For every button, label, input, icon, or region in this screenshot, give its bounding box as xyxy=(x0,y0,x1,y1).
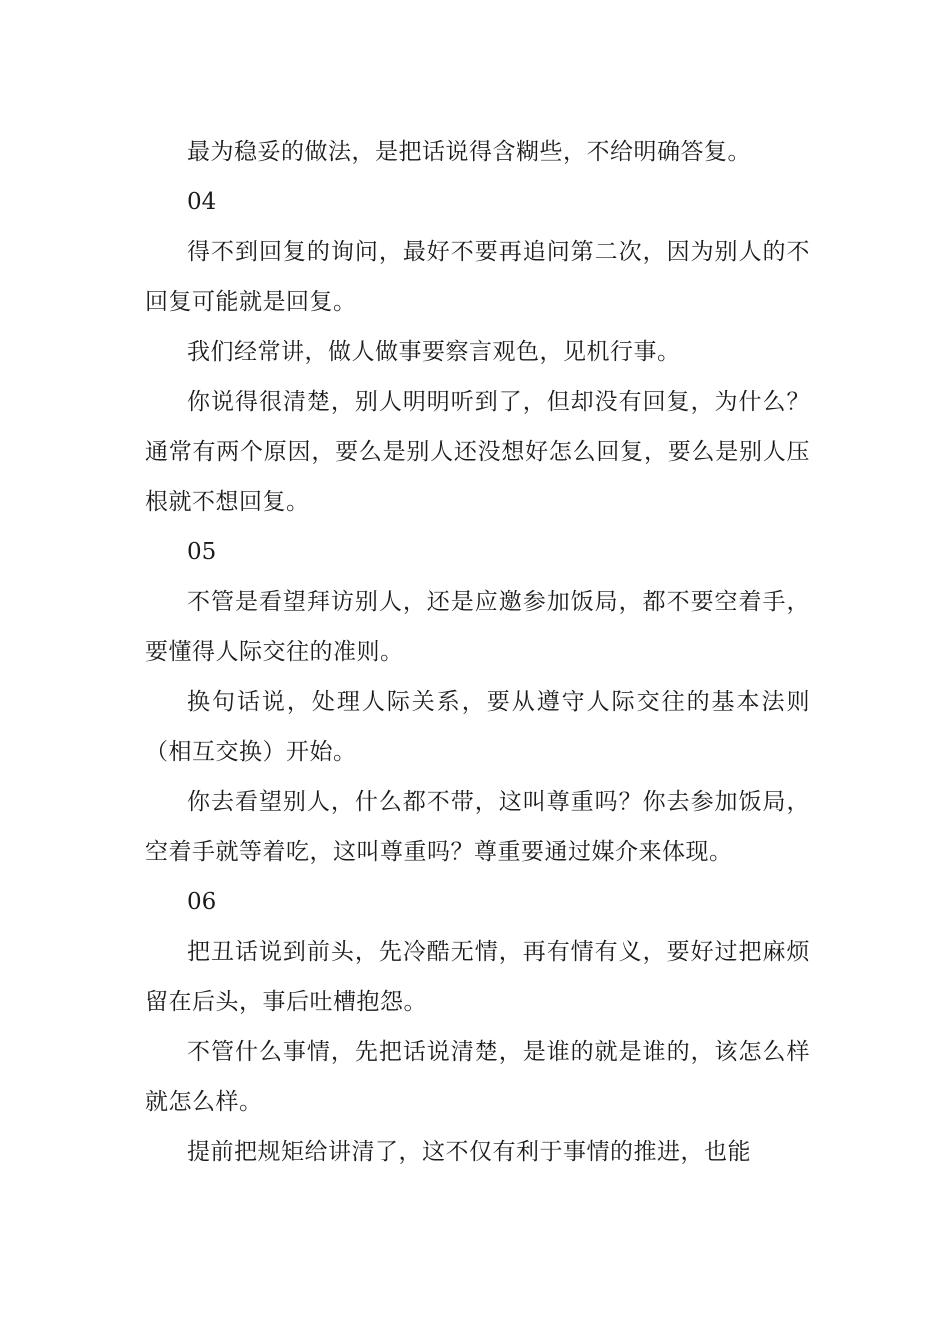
paragraph: 提前把规矩给讲清了，这不仅有利于事情的推进，也能 xyxy=(187,1139,751,1165)
paragraph: 换句话说，处理人际关系，要从遵守人际交往的基本法则（相互交换）开始。 xyxy=(145,689,810,765)
paragraph: 不管是看望拜访别人，还是应邀参加饭局，都不要空着手，要懂得人际交往的准则。 xyxy=(145,589,810,665)
section-number-04: 04 xyxy=(187,189,217,215)
section-number-06: 06 xyxy=(187,889,217,915)
paragraph: 你去看望别人，什么都不带，这叫尊重吗？你去参加饭局，空着手就等着吃，这叫尊重吗？尊重要通过媒介来体现。 xyxy=(145,789,810,865)
paragraph: 最为稳妥的做法，是把话说得含糊些，不给明确答复。 xyxy=(187,139,751,165)
paragraph: 不管什么事情，先把话说清楚，是谁的就是谁的，该怎么样就怎么样。 xyxy=(145,1039,810,1115)
document-body xyxy=(145,127,810,1177)
section-number-05: 05 xyxy=(187,539,217,565)
paragraph: 我们经常讲，做人做事要察言观色，见机行事。 xyxy=(187,339,681,365)
paragraph: 得不到回复的询问，最好不要再追问第二次，因为别人的不回复可能就是回复。 xyxy=(145,239,810,315)
paragraph: 你说得很清楚，别人明明听到了，但却没有回复，为什么？通常有两个原因，要么是别人还没想好怎么回复，要么是别人压根就不想回复。 xyxy=(145,389,810,515)
paragraph: 把丑话说到前头，先冷酷无情，再有情有义，要好过把麻烦留在后头，事后吐槽抱怨。 xyxy=(145,939,810,1015)
